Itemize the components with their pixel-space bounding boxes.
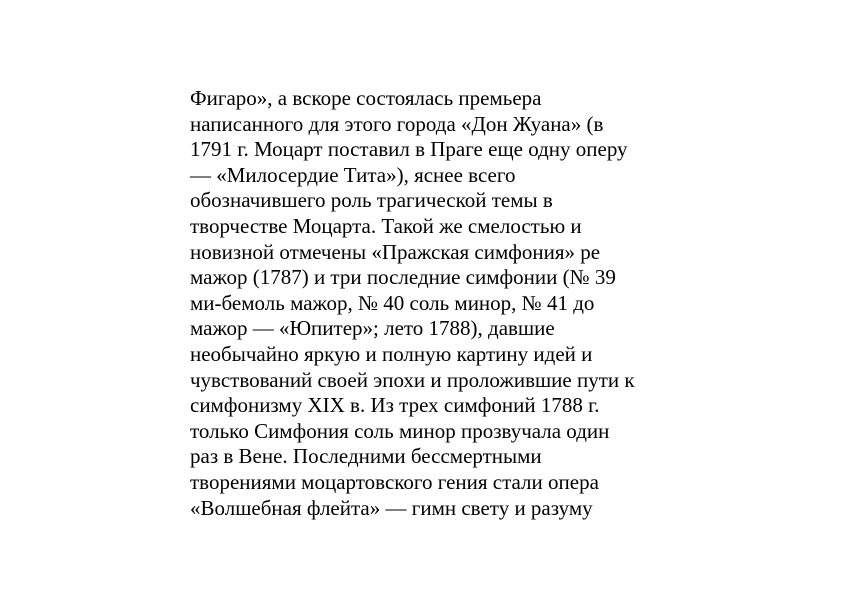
text-line: ми-бемоль мажор, № 40 соль минор, № 41 до — [190, 290, 595, 315]
text-line: обозначившего роль трагической темы в — [190, 188, 553, 213]
text-line: необычайно яркую и полную картину идей и — [190, 341, 593, 366]
text-line: Фигаро», а вскоре состоялась премьера — [190, 86, 542, 110]
text-line: мажор — «Юпитер»; лето 1788), давшие — [190, 316, 555, 341]
text-line: раз в Вене. Последними бессмертными — [190, 444, 542, 469]
text-line: творчестве Моцарта. Такой же смелостью и — [190, 213, 582, 238]
text-line: 1791 г. Моцарт поставил в Праге еще одну оперу — [190, 137, 628, 162]
text-line: симфонизму XIX в. Из трех симфоний 1788 г. — [190, 393, 600, 418]
text-line: чувствований своей эпохи и проложившие пути к — [190, 367, 635, 392]
text-line: «Волшебная флейта» — гимн свету и разуму — [190, 495, 593, 520]
text-line: мажор (1787) и три последние симфонии (№ 39 — [190, 265, 616, 290]
text-line: творениями моцартовского гения стали опера — [190, 469, 599, 494]
text-line: только Симфония соль минор прозвучала один — [190, 418, 610, 443]
text-line: написанного для этого города «Дон Жуана» (в — [190, 111, 604, 136]
text-line: — «Милосердие Тита»), яснее всего — [190, 162, 516, 187]
body-text — [190, 86, 670, 521]
text-line: новизной отмечены «Пражская симфония» ре — [190, 239, 601, 264]
